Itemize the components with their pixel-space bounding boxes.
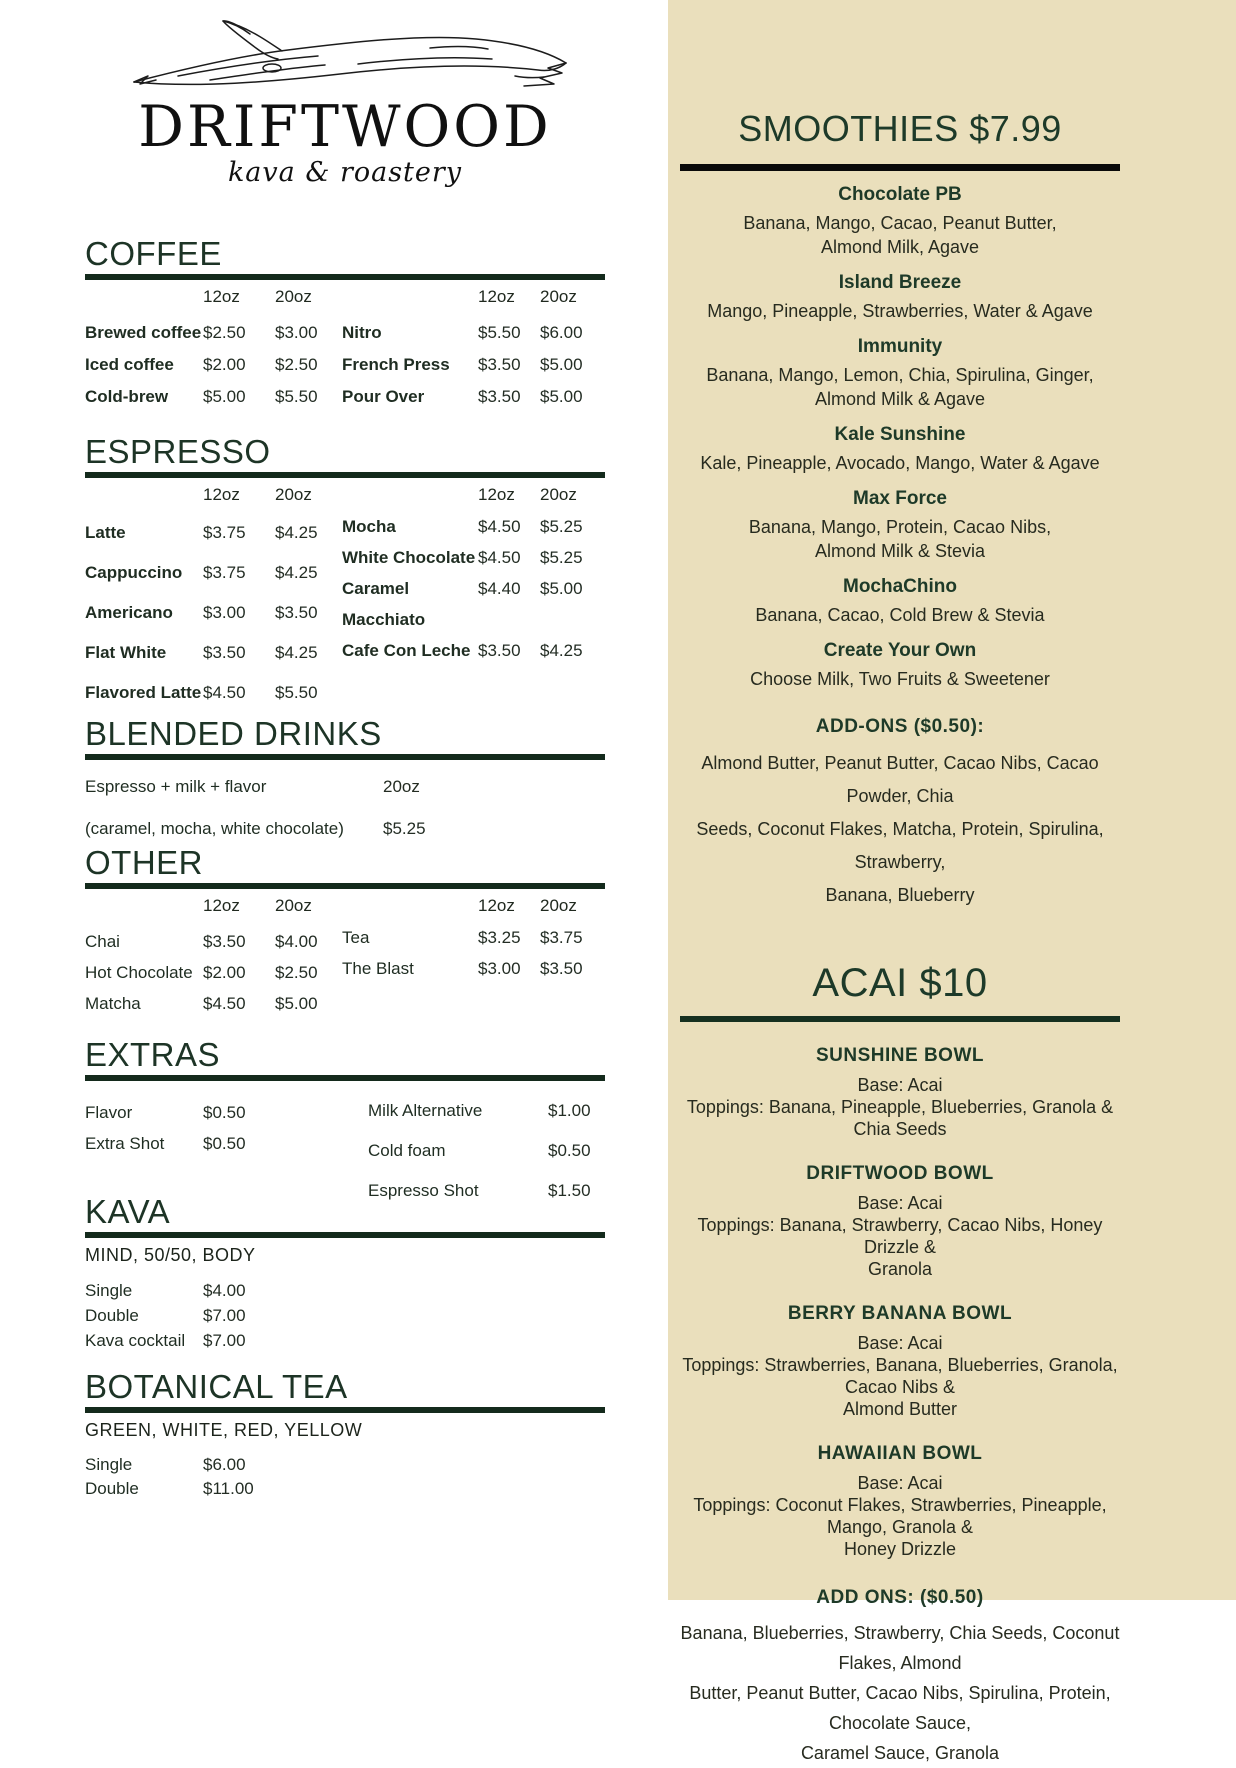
espresso-section	[85, 435, 605, 713]
blended-description: Espresso + milk + flavor	[85, 777, 267, 796]
size-header-row	[342, 287, 605, 305]
smoothie-item	[680, 487, 1120, 563]
menu-row: Flat White $3.50 $4.25	[85, 643, 318, 662]
menu-row: Tea $3.25 $3.75	[342, 927, 583, 947]
botanical-tea-section	[85, 1370, 605, 1501]
smoothie-description: Kale, Pineapple, Avocado, Mango, Water & Agave	[700, 453, 1100, 473]
acai-title: ACAI $10	[812, 961, 988, 1005]
smoothie-name: Kale Sunshine	[834, 424, 966, 445]
menu-row: Single $6.00	[85, 1455, 246, 1474]
size-12oz: 12oz	[203, 896, 240, 915]
bowl-name: HAWAIIAN BOWL	[817, 1443, 983, 1464]
menu-row: Matcha $4.50 $5.00	[85, 993, 318, 1013]
size-12oz: 12oz	[203, 287, 240, 306]
size-12oz: 12oz	[478, 485, 515, 504]
menu-row: Iced coffee $2.00 $2.50	[85, 355, 318, 374]
blended-price: $5.25	[383, 819, 426, 838]
size-20oz: 20oz	[383, 777, 420, 796]
size-20oz: 20oz	[275, 287, 312, 306]
bowl-base: Base: Acai	[857, 1075, 943, 1095]
menu-row	[85, 766, 605, 808]
size-20oz: 20oz	[540, 287, 577, 306]
size-20oz: 20oz	[540, 485, 577, 504]
smoothie-name: Max Force	[853, 488, 947, 509]
bowl-toppings: Granola	[867, 1259, 933, 1279]
smoothie-name: Island Breeze	[838, 272, 962, 293]
acai-bowl	[680, 1302, 1120, 1420]
blended-drinks-title: BLENDED DRINKS	[85, 715, 382, 752]
kava-subtitle: MIND, 50/50, BODY	[85, 1245, 256, 1265]
menu-row: French Press $3.50 $5.00	[342, 355, 583, 374]
botanical-tea-subtitle: GREEN, WHITE, RED, YELLOW	[85, 1420, 363, 1440]
coffee-section	[85, 237, 605, 413]
size-20oz: 20oz	[540, 896, 577, 915]
smoothie-name: Chocolate PB	[838, 184, 962, 205]
smoothies-addons-list: Almond Butter, Peanut Butter, Cacao Nibs, Cacao Powder, Chia Seeds, Coconut Flakes, Matcha, Protein, Spirulina, Strawberry, Banana, Blueberry	[696, 753, 1104, 905]
extras-title: EXTRAS	[85, 1036, 221, 1073]
menu-row: Macchiato	[342, 609, 426, 629]
bowl-toppings: Almond Butter	[842, 1399, 958, 1419]
coffee-title: COFFEE	[85, 235, 222, 272]
menu-row: Caramel $4.40 $5.00	[342, 578, 583, 598]
menu-row: Single $4.00	[85, 1280, 246, 1300]
smoothie-description: Mango, Pineapple, Strawberries, Water & Agave	[707, 301, 1093, 321]
acai-addons-list: Banana, Blueberries, Strawberry, Chia Seeds, Coconut Flakes, Almond Butter, Peanut Butter, Cacao Nibs, Spirulina, Protein, Chocolate Sauce, Caramel Sauce, Granola	[680, 1623, 1120, 1763]
size-header-row	[85, 896, 342, 914]
menu-row: Cold-brew $5.00 $5.50	[85, 387, 318, 406]
bowl-base: Base: Acai	[857, 1473, 943, 1493]
other-section	[85, 846, 605, 1019]
menu-row: Mocha $4.50 $5.25	[342, 516, 583, 536]
smoothie-description: Banana, Cacao, Cold Brew & Stevia	[755, 605, 1045, 625]
smoothies-addons-title: ADD-ONS ($0.50):	[815, 716, 985, 737]
smoothie-item	[680, 639, 1120, 691]
smoothie-description: Choose Milk, Two Fruits & Sweetener	[750, 669, 1050, 689]
size-header-row	[342, 485, 605, 503]
smoothie-name: MochaChino	[843, 576, 957, 597]
menu-row: Cafe Con Leche $3.50 $4.25	[342, 640, 583, 660]
blended-drinks-underline	[85, 754, 605, 760]
bowl-name: BERRY BANANA BOWL	[787, 1303, 1013, 1324]
smoothie-item	[680, 575, 1120, 627]
extras-section	[85, 1038, 605, 1211]
bowl-name: SUNSHINE BOWL	[816, 1045, 984, 1066]
menu-row: Espresso Shot $1.50	[368, 1181, 591, 1200]
menu-row: The Blast $3.00 $3.50	[342, 958, 583, 978]
blended-drinks-section	[85, 717, 605, 850]
bowl-toppings: Honey Drizzle	[843, 1539, 957, 1559]
driftwood-branch-icon	[120, 6, 570, 104]
bowl-base: Base: Acai	[857, 1333, 943, 1353]
size-20oz: 20oz	[275, 896, 312, 915]
menu-row: Latte $3.75 $4.25	[85, 523, 318, 542]
menu-row: Flavor $0.50	[85, 1102, 246, 1122]
smoothie-item	[680, 183, 1120, 259]
size-header-row	[85, 287, 342, 305]
menu-row: Milk Alternative $1.00	[368, 1101, 591, 1120]
bowl-toppings: Toppings: Strawberries, Banana, Blueberries, Granola, Cacao Nibs &	[682, 1355, 1118, 1397]
size-12oz: 12oz	[478, 896, 515, 915]
smoothies-title: SMOOTHIES $7.99	[738, 108, 1062, 149]
smoothie-name: Immunity	[857, 336, 943, 357]
smoothie-item	[680, 423, 1120, 475]
smoothie-item	[680, 271, 1120, 323]
acai-bowl	[680, 1044, 1120, 1140]
bowl-toppings: Toppings: Banana, Strawberry, Cacao Nibs, Honey Drizzle &	[697, 1215, 1103, 1257]
menu-row: Extra Shot $0.50	[85, 1133, 246, 1153]
menu-row: Flavored Latte $4.50 $5.50	[85, 683, 318, 702]
logo-subtitle: kava & roastery	[227, 157, 463, 188]
smoothie-description: Banana, Mango, Cacao, Peanut Butter, Almond Milk, Agave	[743, 213, 1057, 257]
menu-row: Double $7.00	[85, 1305, 246, 1325]
bowl-base: Base: Acai	[857, 1193, 943, 1213]
other-title: OTHER	[85, 844, 203, 881]
menu-row: Cappuccino $3.75 $4.25	[85, 563, 318, 582]
acai-bowl	[680, 1442, 1120, 1560]
smoothies-underline	[680, 164, 1120, 171]
logo-title: DRIFTWOOD	[138, 94, 552, 160]
botanical-tea-underline	[85, 1407, 605, 1413]
menu-row: Kava cocktail $7.00	[85, 1330, 246, 1350]
menu-row: Double $11.00	[85, 1479, 254, 1498]
smoothies-acai-panel	[668, 0, 1236, 1763]
menu-row: Brewed coffee $2.50 $3.00	[85, 323, 318, 342]
smoothie-item	[680, 335, 1120, 411]
smoothie-description: Banana, Mango, Lemon, Chia, Spirulina, Ginger, Almond Milk & Agave	[706, 365, 1094, 409]
acai-bowl	[680, 1162, 1120, 1280]
espresso-title: ESPRESSO	[85, 433, 271, 470]
smoothie-description: Banana, Mango, Protein, Cacao Nibs, Almond Milk & Stevia	[748, 517, 1052, 561]
logo	[85, 6, 605, 188]
bowl-toppings: Toppings: Coconut Flakes, Strawberries, Pineapple, Mango, Granola &	[693, 1495, 1107, 1537]
smoothie-name: Create Your Own	[823, 640, 977, 661]
size-header-row	[85, 485, 342, 503]
menu-row: White Chocolate $4.50 $5.25	[342, 547, 583, 567]
menu-row: Cold foam $0.50	[368, 1141, 591, 1160]
botanical-tea-title: BOTANICAL TEA	[85, 1368, 348, 1405]
blended-flavors: (caramel, mocha, white chocolate)	[85, 819, 344, 838]
size-20oz: 20oz	[275, 485, 312, 504]
size-12oz: 12oz	[203, 485, 240, 504]
menu-row: Pour Over $3.50 $5.00	[342, 387, 583, 406]
menu-row: Americano $3.00 $3.50	[85, 603, 318, 622]
size-12oz: 12oz	[478, 287, 515, 306]
menu-row: Hot Chocolate $2.00 $2.50	[85, 962, 318, 982]
acai-addons-title: ADD ONS: ($0.50)	[816, 1587, 984, 1608]
kava-underline	[85, 1232, 605, 1238]
bowl-name: DRIFTWOOD BOWL	[806, 1163, 994, 1184]
acai-underline	[680, 1016, 1120, 1022]
menu-row: Nitro $5.50 $6.00	[342, 323, 583, 342]
size-header-row	[342, 896, 605, 914]
kava-title: KAVA	[85, 1193, 171, 1230]
menu-row: Chai $3.50 $4.00	[85, 931, 318, 951]
kava-section	[85, 1195, 605, 1353]
smoothies-acai-content	[680, 0, 1120, 1768]
bowl-toppings: Toppings: Banana, Pineapple, Blueberries, Granola & Chia Seeds	[686, 1097, 1114, 1139]
